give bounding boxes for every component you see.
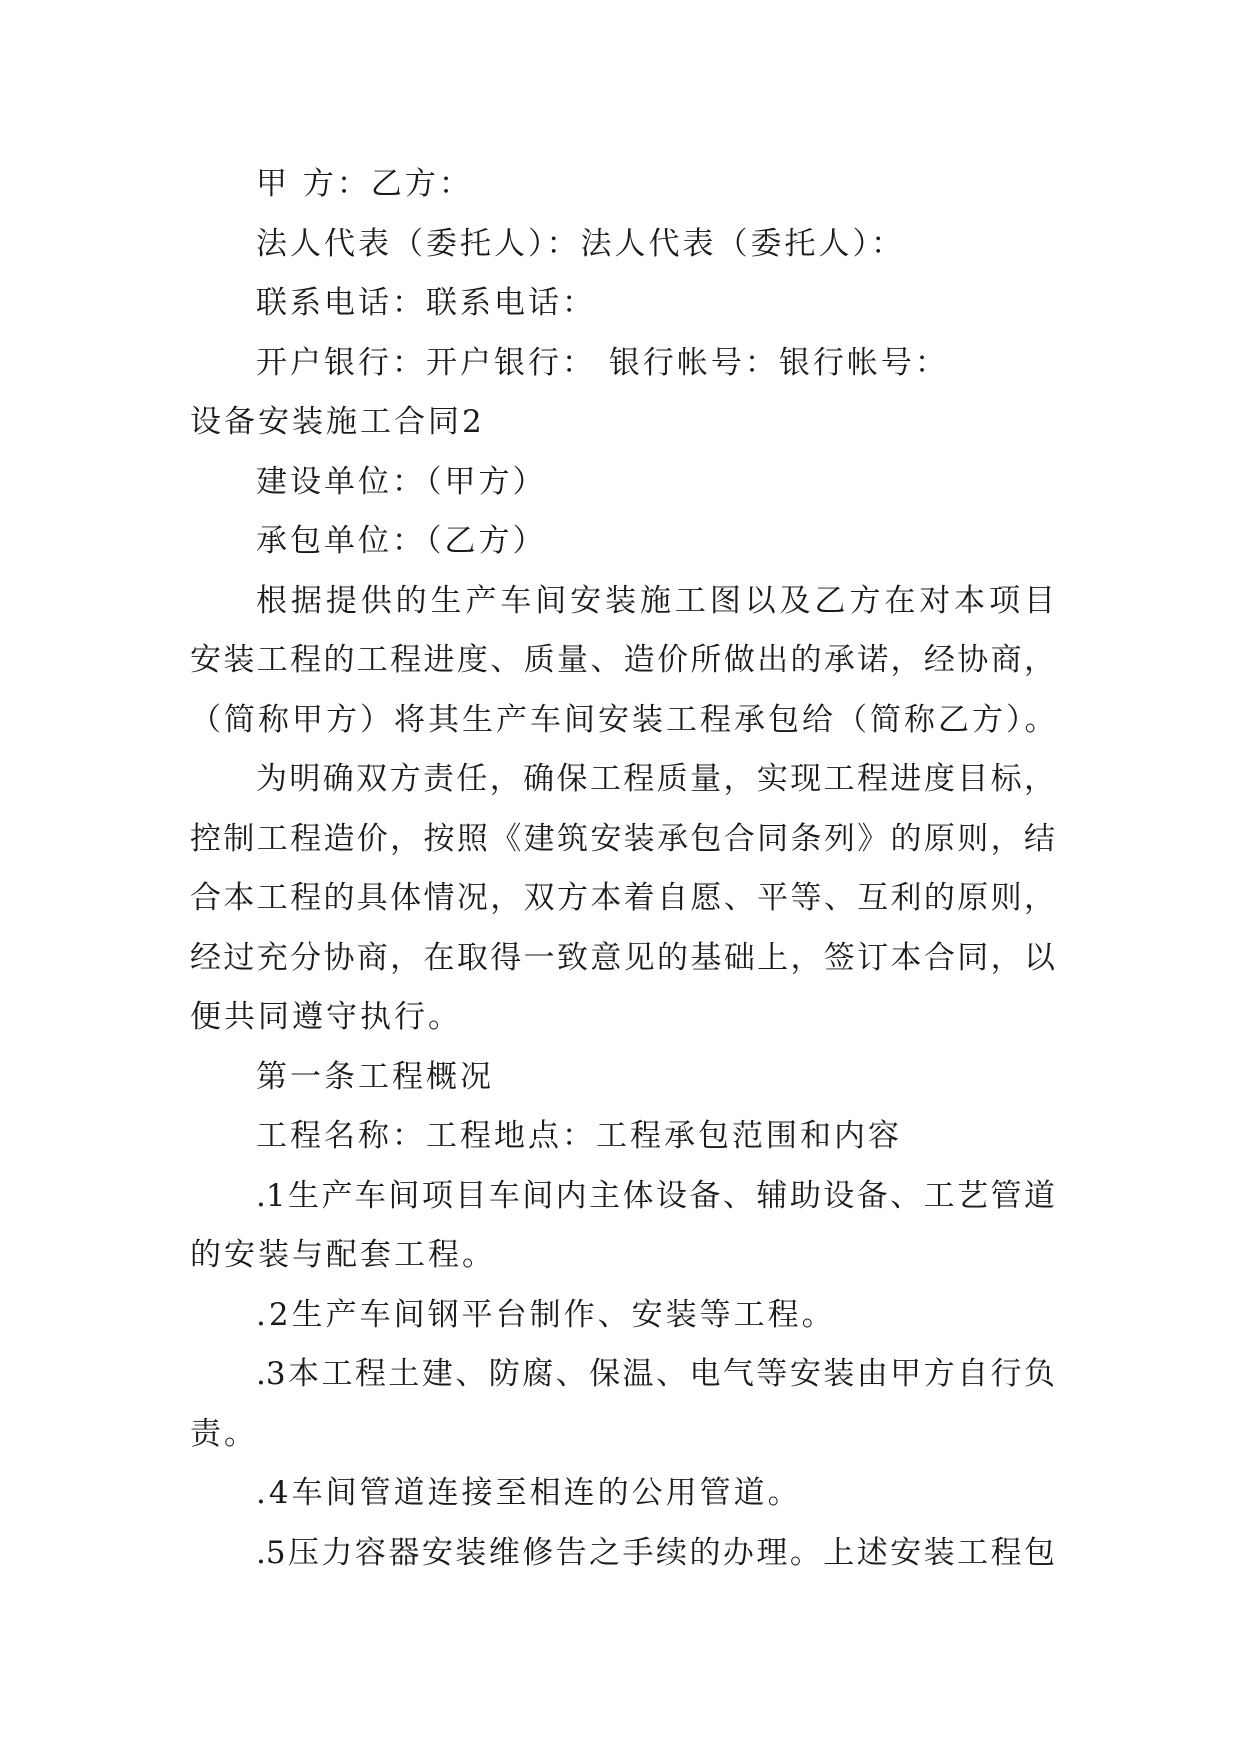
list-item: .2生产车间钢平台制作、安装等工程。 bbox=[256, 1296, 836, 1333]
text-line: 根据提供的生产车间安装施工图以及乙方在对本项目 bbox=[256, 582, 1055, 619]
text-line: 的安装与配套工程。 bbox=[190, 1237, 496, 1273]
list-item: .5压力容器安装维修告之手续的办理。上述安装工程包 bbox=[256, 1534, 1055, 1571]
article-heading: 第一条工程概况 bbox=[256, 1058, 494, 1095]
list-item: .1生产车间项目车间内主体设备、辅助设备、工艺管道 bbox=[256, 1177, 1055, 1214]
text-line: 便共同遵守执行。 bbox=[190, 999, 462, 1035]
text-line: （简称甲方）将其生产车间安装工程承包给（简称乙方）。 bbox=[190, 701, 1059, 738]
document-body bbox=[190, 155, 1059, 1583]
text-line: 建设单位：（甲方） bbox=[256, 463, 547, 500]
text-line: 承包单位：（乙方） bbox=[256, 523, 547, 559]
text-line: 开户银行：开户银行： 银行帐号：银行帐号： bbox=[256, 344, 949, 381]
list-item: .3本工程土建、防腐、保温、电气等安装由甲方自行负 bbox=[256, 1356, 1055, 1392]
text-line: 甲 方：乙方： bbox=[256, 166, 473, 202]
text-line: 合本工程的具体情况，双方本着自愿、平等、互利的原则， bbox=[190, 880, 1055, 916]
text-line: 联系电话：联系电话： bbox=[256, 285, 596, 321]
text-line: 责。 bbox=[190, 1415, 258, 1452]
text-line: 经过充分协商，在取得一致意见的基础上，签订本合同，以 bbox=[190, 939, 1055, 976]
list-item: .4车间管道连接至相连的公用管道。 bbox=[256, 1475, 802, 1511]
text-line: 控制工程造价，按照《建筑安装承包合同条列》的原则，结 bbox=[190, 820, 1055, 857]
text-line: 工程名称：工程地点：工程承包范围和内容 bbox=[256, 1118, 902, 1154]
text-line: 法人代表（委托人）：法人代表（委托人）： bbox=[256, 225, 905, 262]
text-line: 为明确双方责任，确保工程质量，实现工程进度目标， bbox=[256, 761, 1055, 797]
section-heading: 设备安装施工合同2 bbox=[190, 404, 485, 440]
text-line: 安装工程的工程进度、质量、造价所做出的承诺，经协商， bbox=[190, 642, 1055, 678]
